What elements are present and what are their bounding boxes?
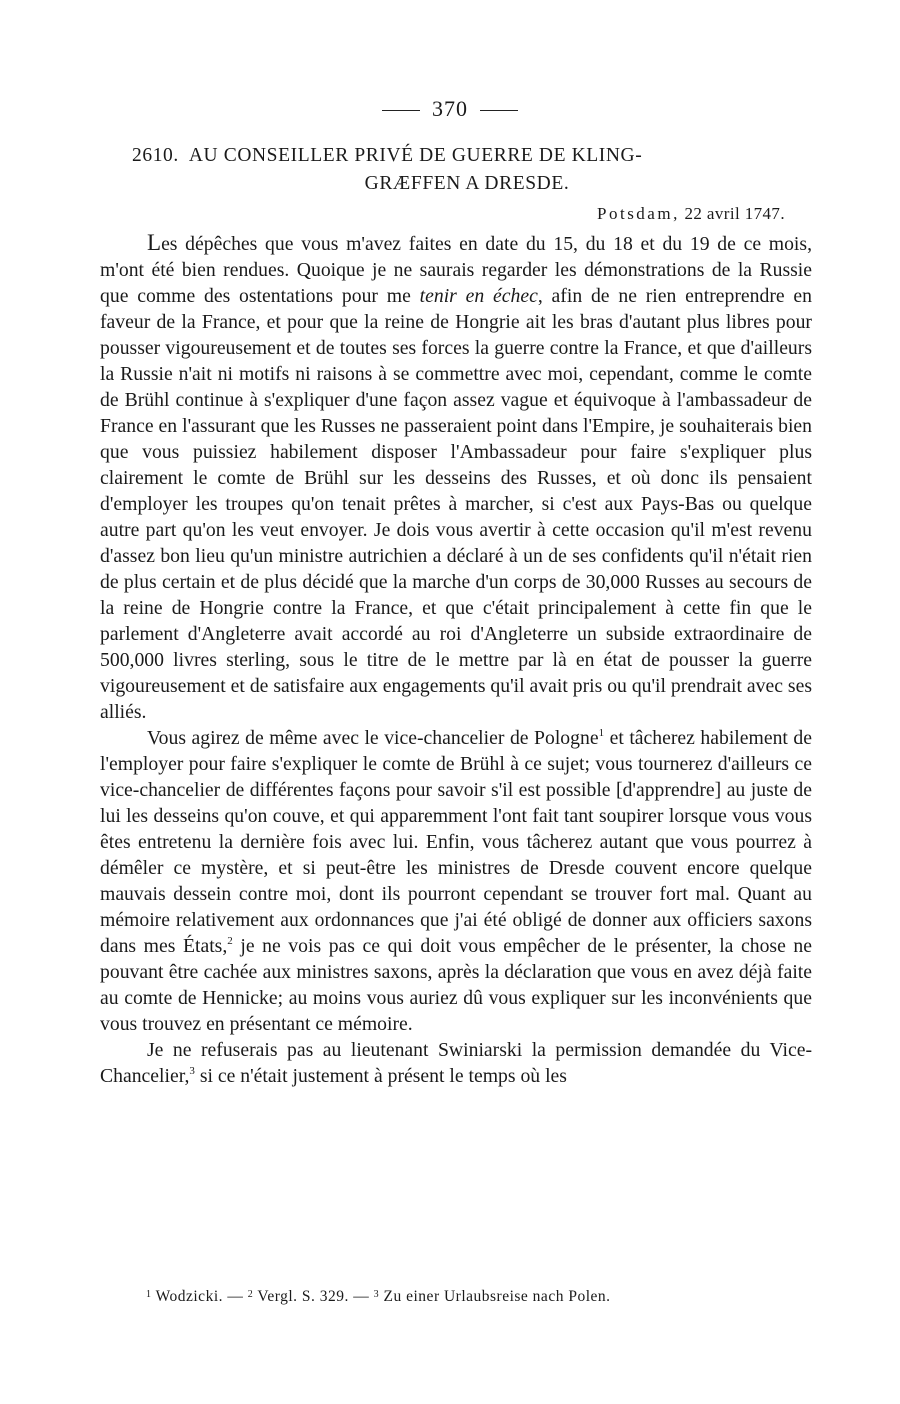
letter-number: 2610. [132, 145, 179, 166]
paragraph-3-text-b: si ce n'était justement à présent le temps où les [194, 1065, 567, 1087]
page-number [0, 96, 900, 122]
page-number-value: 370 [432, 96, 468, 121]
paragraph-1-text-cont: , afin de ne rien entreprendre en faveur de la France, et pour que la reine de Hongrie ait les bras d'autant plus libres pour pousser vigoureusement et de toutes ses forces la guerre contre la France, et que d'ailleurs la Russie n'ait ni motifs ni raisons à se commettre avec moi, cependant, comme le comte de Brühl continue à s'expliquer d'une façon assez vague et équivoque à l'ambassadeur de France en l'assurant que les Russes ne passeraient point dans l'Empire, je souhaiterais bien que vous puissiez habilement disposer l'Ambassadeur pour faire s'expliquer plus clairement le comte de Brühl sur les desseins des Russes, et où donc ils pensaient d'employer les troupes qu'on tenait prêtes à marcher, si c'est aux Pays-Bas ou quelque autre part qu'on les veut envoyer. Je dois vous avertir à cette occasion qu'il m'est revenu d'assez bon lieu qu'un ministre autrichien a déclaré à un de ses confidents qu'il n'était rien de plus certain et de plus décidé que la marche d'un corps de 30,000 Russes au secours de la reine de Hongrie contre la France, et que c'était principalement à cette fin que le parlement d'Angleterre avait accordé au roi d'Angleterre un subside extraordinaire de 500,000 livres sterling, sous le titre de le mettre par là en état de pousser la guerre vigoureusement et de satisfaire aux engagements qu'il avait pris ou qu'il prendrait avec ses alliés. [100, 285, 813, 723]
footnote-3-text: Zu einer Urlaubsreise nach Polen. [383, 1288, 611, 1305]
footnotes [146, 1288, 766, 1306]
heading-line-1: AU CONSEILLER PRIVÉ DE GUERRE DE KLING- [188, 145, 643, 166]
dateline-place: Potsdam, [597, 204, 680, 223]
paragraph-1-italic: tenir en échec [419, 285, 538, 307]
footnote-ref-1: 1 [598, 727, 605, 739]
footnote-1-text: Wodzicki. — [155, 1288, 244, 1305]
paragraph-2-text-c: je ne vois pas ce qui doit vous empêcher de le présenter, la chose ne pouvant être cachée aux ministres saxons, après la déclaration que vous en avez déjà faite au comte de Hennicke; au moins vous auriez dû vous expliquer sur les inconvénients que vous trouvez en présentant ce mémoire. [100, 935, 812, 1035]
dateline-date: 22 avril 1747. [684, 204, 785, 223]
heading-line-2: GRÆFFEN A DRESDE. [364, 173, 570, 194]
paragraph-3 [100, 1037, 812, 1089]
paragraph-1-initial: L [147, 230, 162, 255]
paragraph-1-text: es dépêches que vous m'avez faites en date du 15, du 18 et du 19 de ce mois, m'ont été bien rendues. Quoique je ne saurais regarder les démonstrations de la Russie que comme des ostentations pour me [100, 233, 812, 307]
page-number-dash-right [480, 110, 518, 111]
footnote-2-mark: 2 [247, 1289, 254, 1300]
dateline [597, 204, 785, 224]
footnote-3-mark: 3 [373, 1289, 380, 1300]
paragraph-3-text-a: Je ne refuserais pas au lieutenant Swiniarski la permission demandée du Vice-Chancelier, [100, 1039, 812, 1087]
footnote-2-text: Vergl. S. 329. — [257, 1288, 370, 1305]
footnote-ref-2: 2 [227, 935, 233, 947]
paragraph-2-text-b: et tâcherez habilement de l'employer pour faire s'expliquer le comte de Brühl à ce sujet; vous tournerez d'ailleurs ce vice-chancelier de différentes façons pour savoir s'il est possible [d'apprendre] au juste de lui les desseins qu'on couve, et qui apparemment l'ont fait tant soupirer lorsque vous vous êtes entretenu la dernière fois avec lui. Enfin, vous tâcherez autant que vous pourrez à démêler ce mystère, et si peut-être les ministres de Dresde couvent encore quelque mauvais dessein contre moi, dont ils pourront cependant se trouver fort mal. Quant au mémoire relativement aux ordonnances que j'ai été obligé de donner aux officiers saxons dans mes États, [100, 727, 812, 957]
footnote-ref-3: 3 [189, 1065, 195, 1077]
footnote-1-mark: 1 [146, 1289, 152, 1300]
paragraph-1 [100, 230, 812, 725]
page-number-dash-left [382, 110, 420, 111]
letter-heading [132, 142, 782, 198]
paragraph-2 [100, 725, 812, 1037]
letter-body [100, 230, 812, 1089]
paragraph-2-text-a: Vous agirez de même avec le vice-chancelier de Pologne [147, 727, 599, 749]
